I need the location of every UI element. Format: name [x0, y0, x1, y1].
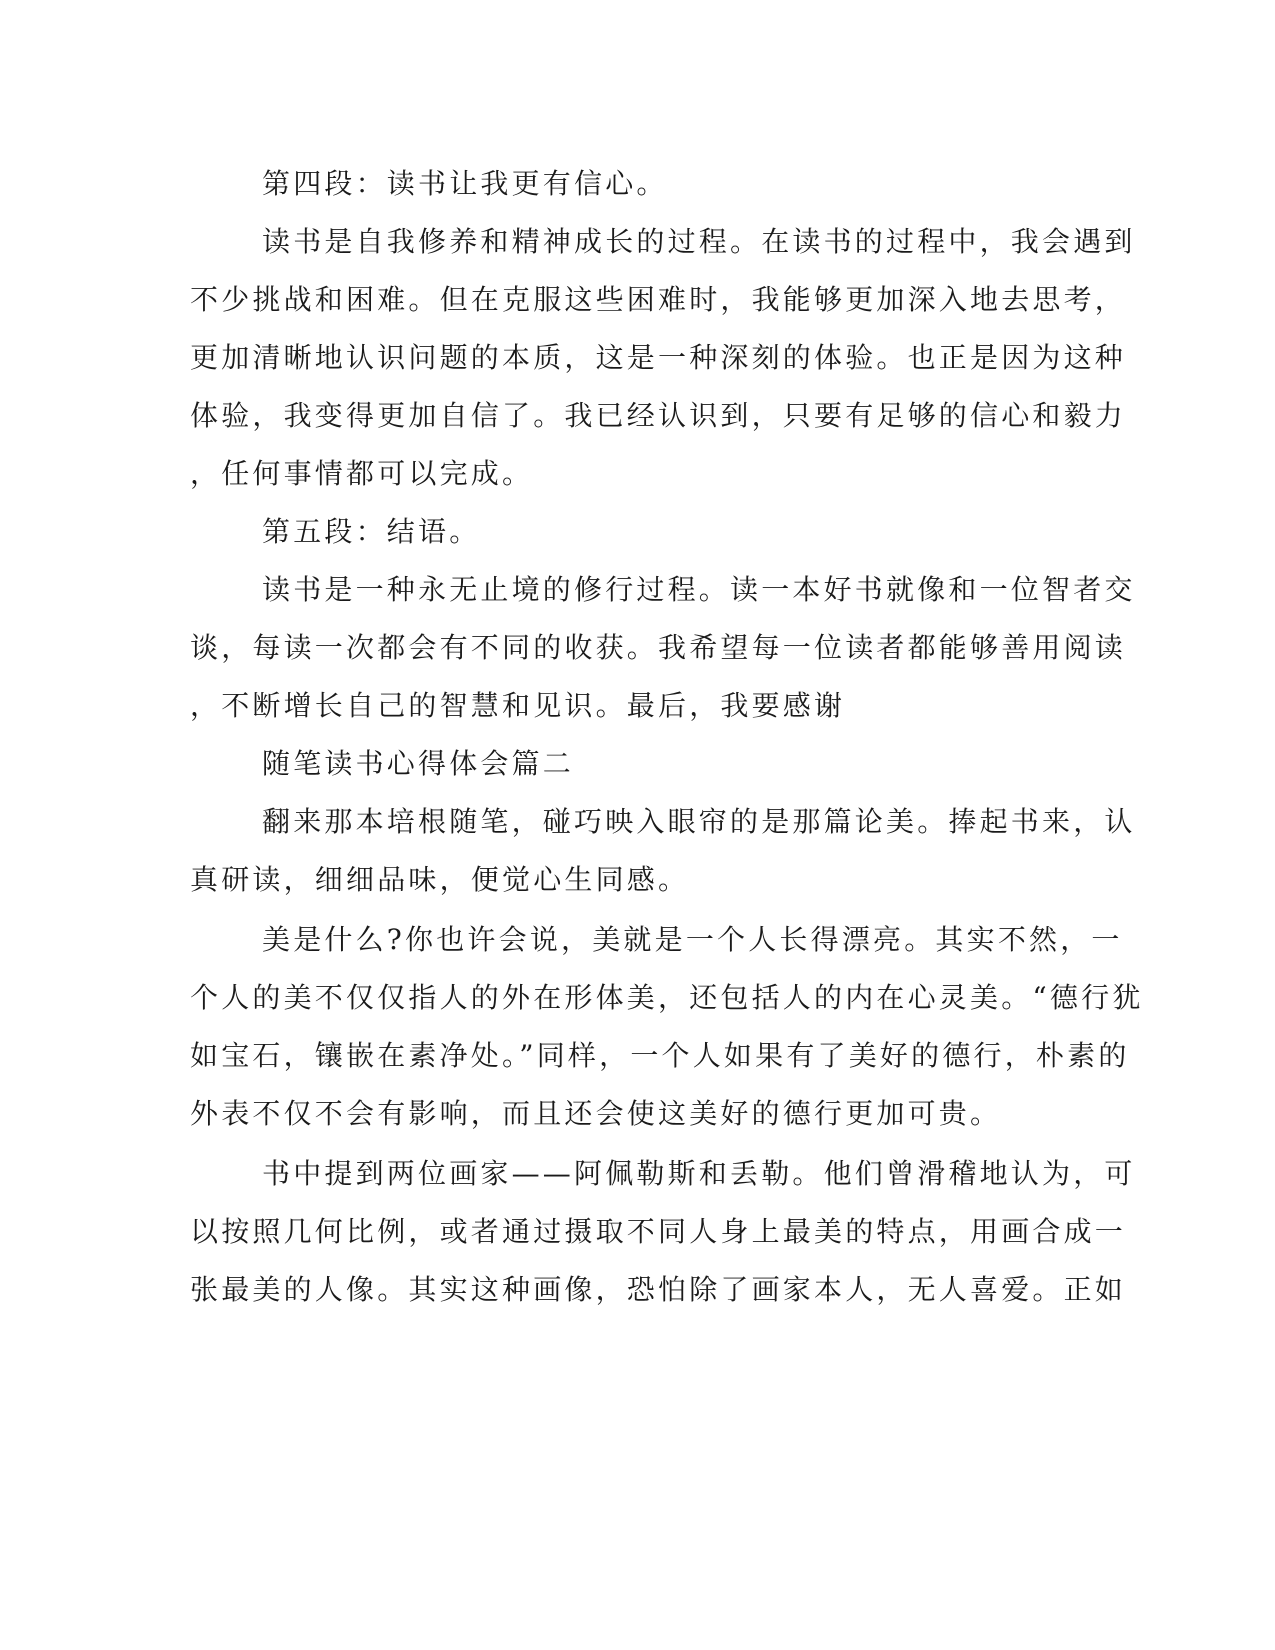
paragraph-line: 如宝石，镶嵌在素净处。”同样，一个人如果有了美好的德行，朴素的 [190, 1039, 1130, 1072]
paragraph-line: ，任何事情都可以完成。 [190, 457, 534, 490]
paragraph-line: 个人的美不仅仅指人的外在形体美，还包括人的内在心灵美。“德行犹 [190, 981, 1144, 1014]
paragraph-line: 谈，每读一次都会有不同的收获。我希望每一位读者都能够善用阅读 [190, 631, 1127, 664]
paragraph-line: 美是什么?你也许会说，美就是一个人长得漂亮。其实不然，一 [262, 923, 1123, 956]
paragraph-line: ，不断增长自己的智慧和见识。最后，我要感谢 [190, 689, 846, 722]
heading-section-four: 第四段：读书让我更有信心。 [262, 167, 668, 200]
heading-section-five: 第五段：结语。 [262, 515, 481, 548]
paragraph-line: 不少挑战和困难。但在克服这些困难时，我能够更加深入地去思考， [190, 283, 1127, 316]
paragraph-line: 体验，我变得更加自信了。我已经认识到，只要有足够的信心和毅力 [190, 399, 1127, 432]
heading-article-two: 随笔读书心得体会篇二 [262, 747, 575, 780]
paragraph-line: 外表不仅不会有影响，而且还会使这美好的德行更加可贵。 [190, 1097, 1002, 1130]
paragraph-line: 张最美的人像。其实这种画像，恐怕除了画家本人，无人喜爱。正如 [190, 1273, 1127, 1306]
paragraph-line: 更加清晰地认识问题的本质，这是一种深刻的体验。也正是因为这种 [190, 341, 1127, 374]
paragraph-line: 真研读，细细品味，便觉心生同感。 [190, 863, 690, 896]
paragraph-line: 以按照几何比例，或者通过摄取不同人身上最美的特点，用画合成一 [190, 1215, 1127, 1248]
paragraph-line: 翻来那本培根随笔，碰巧映入眼帘的是那篇论美。捧起书来，认 [262, 805, 1136, 838]
paragraph-line: 书中提到两位画家——阿佩勒斯和丢勒。他们曾滑稽地认为，可 [262, 1157, 1136, 1190]
paragraph-line: 读书是自我修养和精神成长的过程。在读书的过程中，我会遇到 [262, 225, 1136, 258]
paragraph-line: 读书是一种永无止境的修行过程。读一本好书就像和一位智者交 [262, 573, 1136, 606]
